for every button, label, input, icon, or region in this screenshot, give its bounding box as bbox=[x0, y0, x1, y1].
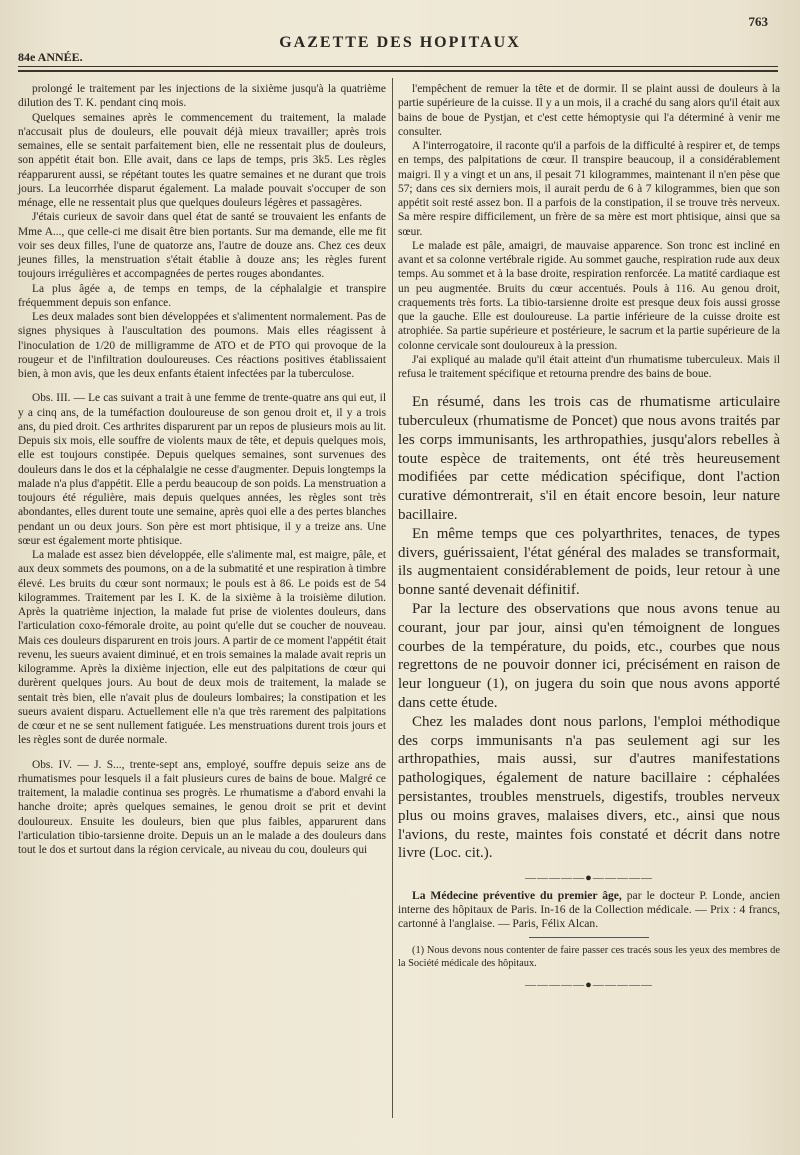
paragraph: Le malade est pâle, amaigri, de mauvaise apparence. Son tronc est incliné en avant et sa colonne vertébrale rigide. Au sommet gauche, respiration rude aux deux temps. Au sommet et à la base droite, respiration renforcée. La matité cardiaque est un peu augmentée. Bruits du cœur accentués. Pouls à 116. Au genou droit, craquements très forts. La tibio-tarsienne droite est presque deux fois aussi grosse que la gauche. Elle est douloureuse. La partie inférieure de la cuisse droite est atrophiée. Sa partie supérieure et postérieure, le sacrum et la partie supérieure de la colonne cervicale sont douloureux à la pression. bbox=[398, 239, 780, 352]
column-divider bbox=[392, 78, 393, 1118]
section-separator: —————●————— bbox=[525, 872, 653, 885]
observation-4: Obs. IV. — J. S..., trente-sept ans, employé, souffre depuis seize ans de rhumatismes pour lesquels il a fait plusieurs cures de bains de boue. Malgré ce traitement, la maladie continua ses progrès. Le rhumatisme a d'abord envahi la hanche droite; après quelques semaines, le genou droit se prit et devint douloureux. Ensuite les douleurs, bien que plus faibles, apparurent dans l'articulation tibio-tarsienne droite. Depuis un an le malade a des douleurs dans tout le dos et surtout dans la région cervicale, au niveau du cou, douleurs qui bbox=[18, 758, 386, 856]
paragraph: A l'interrogatoire, il raconte qu'il a parfois de la difficulté à respirer et, de temps en temps, des palpitations de cœur. Il transpire beaucoup, il a considérablement maigri. Il y a vingt et un ans, il pesait 71 kilogrammes, maintenant il n'en pèse que 57; dans ces six derniers mois, il aurait perdu de 6 à 7 kilogrammes, bien que son appétit soit resté assez bon. Il a parfois de la constipation, il se trouve très nerveux. Sa mère respire difficilement, un frère de sa mère est mort phtisique, ainsi que sa sœur. bbox=[398, 140, 780, 238]
observation-3: Obs. III. — Le cas suivant a trait à une femme de trente-quatre ans qui eut, il y a cinq ans, de la tuméfaction douloureuse de son genou droit et, il y a trois ans, du pied droit. Ces arthrites disparurent par un repos de plusieurs mois au lit. Depuis six mois, elle souffre de violents maux de tête, et depuis quelques mois, elle est toujours constipée. Depuis quelques semaines, sont survenues des douleurs dans le dos et la céphalalgie ne cesse d'augmenter. Depuis longtemps la malade n'a plus d'appétit. Elle a perdu beaucoup de son poids. La menstruation a toujours été régulière, mais depuis quelques années, les règles sont très abondantes, elles durent toute une semaine, après quoi elle a des pertes blanches pendant un ou deux jours. Son père est mort phtisique, il y a treize ans. Une sœur est également morte phtisique. bbox=[18, 392, 386, 547]
left-column bbox=[18, 82, 386, 857]
summary-paragraph: Par la lecture des observations que nous avons tenue au courant, jour par jour, ainsi qu'en témoignent de longues courbes de la température, du poids, etc., courbes que nous regrettons de ne pouvoir donner ici, précisément en raison de leur longueur (1), on jugera du soin que nous avons apporté dans cette étude. bbox=[398, 601, 780, 711]
paragraph: La malade est assez bien développée, elle s'alimente mal, est maigre, pâle, et aux deux sommets des poumons, on a de la submatité et une respiration à timbre élevé. Les bruits du cœur sont normaux; le pouls est à 86. Le poids est de 54 kilogrammes. Traitement par les I. K. de la sixième à la troisième dilution. Après la quatrième injection, la malade fut prise de violentes douleurs, dans l'articulation coxo-fémorale droite, au point qu'elle dut se coucher de nouveau. Mais ces douleurs disparurent en trois jours. A partir de ce moment l'appétit était revenu, les sueurs avaient diminué, et en trois semaines la malade avait repris un kilogramme. Après la dixième injection, elle eut des palpitations de cœur qui durèrent quelques jours. Au bout de deux mois de traitement, la malade se sentait très bien, elle n'avait plus de douleurs lombaires; la constipation et les sueurs avaient disparu. Actuellement elle n'a que très rarement des palpitations de cœur et ne se sent nullement fatiguée. Les menstruations durent trois jours et les règles sont de durée normale. bbox=[18, 549, 386, 747]
year-label: 84e ANNÉE. bbox=[18, 50, 83, 64]
summary-paragraph: En résumé, dans les trois cas de rhumatisme articulaire tuberculeux (rhumatisme de Poncet) que nous avons traités par les corps immunisants, les arthropathies, jusqu'alors rebelles à toute espèce de traitements, ont été très heureusement modifiées par cette médication spécifique, dont l'action curative démontrerait, s'il en était encore besoin, leur nature bacillaire. bbox=[398, 394, 780, 524]
masthead-title: GAZETTE DES HOPITAUX bbox=[279, 34, 521, 51]
summary-paragraph: En même temps que ces polyarthrites, tenaces, de types divers, guérissaient, l'état général des malades se transformait, ils augmentaient considérablement de poids, leur retour à une bonne santé devenait définitif. bbox=[398, 525, 780, 599]
book-notice bbox=[398, 889, 780, 931]
header-rule-thick bbox=[18, 70, 778, 72]
paragraph: J'ai expliqué au malade qu'il était atteint d'un rhumatisme tuberculeux. Mais il refusa le traitement spécifique et retourna prendre des bains de boue. bbox=[398, 353, 780, 380]
footnote: (1) Nous devons nous contenter de faire passer ces tracés sous les yeux des membres de la Société médicale des hôpitaux. bbox=[398, 945, 780, 970]
end-separator: —————●————— bbox=[525, 979, 653, 992]
paragraph: l'empêchent de remuer la tête et de dormir. Il se plaint aussi de douleurs à la partie supérieure de la cuisse. Il y a un mois, il a craché du sang alors qu'il était aux bains de boue de Pystjan, et c'est cette hémoptysie qui l'a déterminé à venir me consulter. bbox=[398, 83, 780, 138]
summary-paragraph: Chez les malades dont nous parlons, l'emploi méthodique des corps immunisants n'a pas seulement agi sur les arthropathies, mais aussi, sur d'autres manifestations pathologiques, également de nature bacillaire : céphalées persistantes, troubles menstruels, digestifs, troubles nerveux plus ou moins graves, malaises divers, etc., ainsi que nous l'avions, du reste, maintes fois constaté et décrit dans notre livre (Loc. cit.). bbox=[398, 713, 780, 862]
paragraph: Quelques semaines après le commencement du traitement, la malade n'accusait plus de douleurs, elle pouvait déjà mieux travailler; après trois semaines, elle se sentait parfaitement bien, elle ne ressentait plus de douleurs, son appétit était bon. Elle avait, dans ce laps de temps, pris 3k5. Les règles réapparurent aussi, se répétant toutes les quatre semaines et ne durant que trois jours. La leucorrhée disparut également. La malade pouvait s'occuper de son ménage, elle ne ressentait plus que quelques douleurs légères et passagères. bbox=[18, 111, 386, 209]
page-number: 763 bbox=[748, 14, 768, 29]
right-column bbox=[398, 82, 780, 997]
paragraph: Les deux malades sont bien développées et s'alimentent normalement. Pas de signes physiques à l'auscultation des poumons. Mais elles réagissent à l'inoculation de 1/20 de milligramme de ATO et de PTO qui provoque de la rougeur et de l'infiltration douloureuses. Ces réactions positives établissaient bien, à mon avis, que les deux enfants étaient infectées par la tuberculose. bbox=[18, 311, 386, 380]
book-title: La Médecine préventive du premier âge, bbox=[412, 889, 622, 903]
header-rule bbox=[18, 66, 778, 67]
footnote-rule bbox=[529, 937, 649, 938]
paragraph: J'étais curieux de savoir dans quel état de santé se trouvaient les enfants de Mme A..., que celle-ci me disait être bien portants. Sur ma demande, elle me fit voir ses deux filles, l'une de quatorze ans, l'autre de douze ans. Chez ces deux jeunes filles, la menstruation s'était établie à douze ans; les règles furent toujours irrégulières et accompagnées de pertes rouges abondantes. bbox=[18, 211, 386, 281]
paragraph: La plus âgée a, de temps en temps, de la céphalalgie et transpire fréquemment depuis son enfance. bbox=[18, 282, 386, 309]
paragraph: prolongé le traitement par les injections de la sixième jusqu'à la quatrième dilution des T. K. pendant cinq mois. bbox=[18, 83, 386, 110]
book-details: par le docteur P. Londe, ancien interne des hôpitaux de Paris. In-16 de la Collection médicale. — Prix : 4 francs, cartonné à l'anglaise. — Paris, Félix Alcan. bbox=[398, 889, 780, 931]
